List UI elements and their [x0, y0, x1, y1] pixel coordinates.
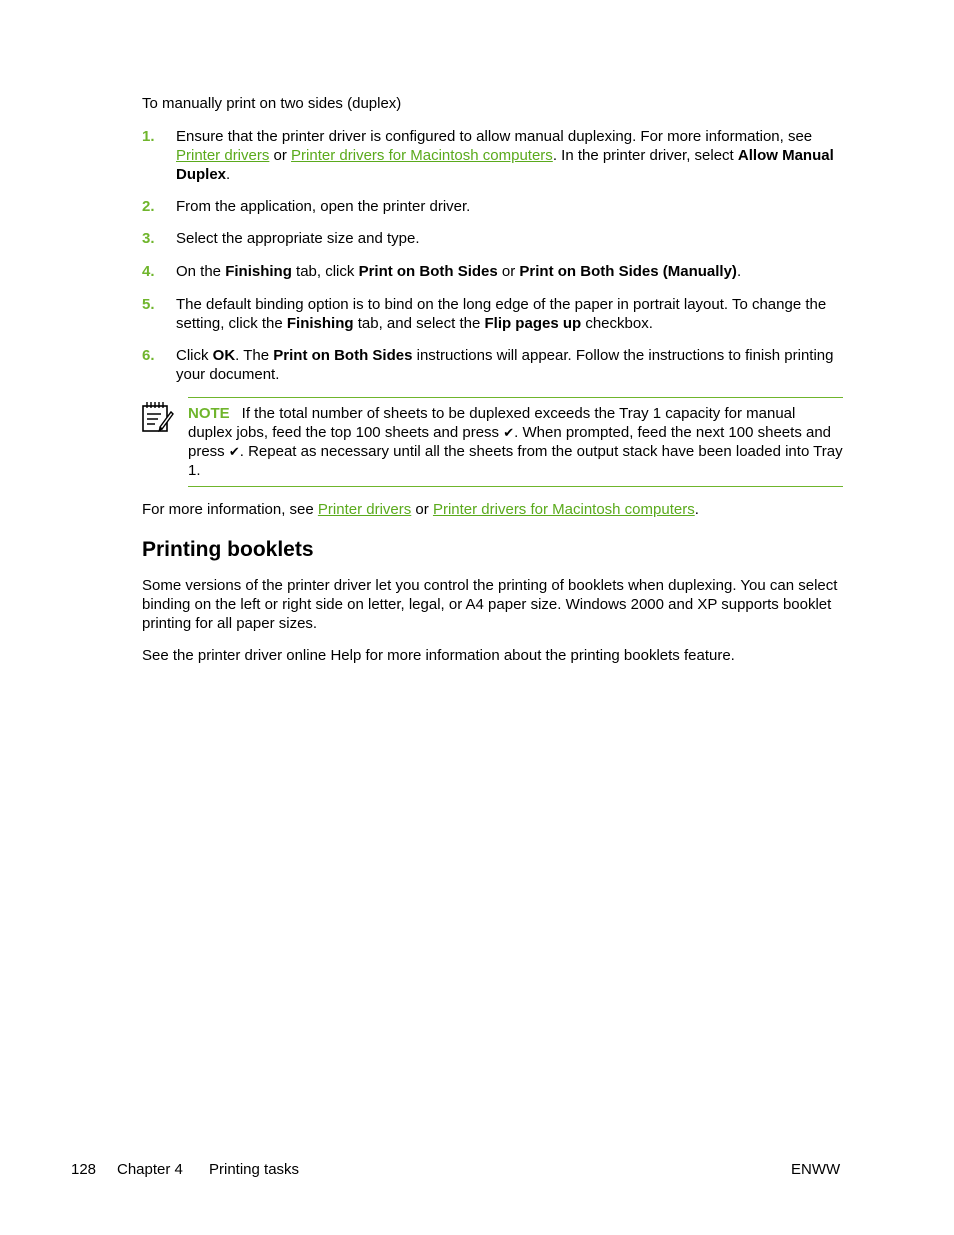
step-number: 1. — [142, 128, 155, 145]
printer-drivers-link[interactable]: Printer drivers — [317, 501, 412, 518]
mac-printer-drivers-link[interactable]: Printer drivers for Macintosh computers — [432, 501, 695, 518]
step-3: 3. Select the appropriate size and type. — [142, 230, 420, 247]
page-number: 128 — [71, 1161, 97, 1178]
step-number: 4. — [142, 263, 155, 280]
more-info-text: For more information, see Printer drivers or Printer drivers for Macintosh computers. — [142, 501, 699, 518]
booklet-paragraph-1: Some versions of the printer driver let you control the printing of booklets when duplexing. You can select binding on the left or right side on letter, legal, or A4 paper size. Windows 2000 and XP supports booklet printing for all paper sizes. — [142, 577, 838, 632]
step-2: 2. From the application, open the printer driver. — [142, 198, 471, 215]
intro-text: To manually print on two sides (duplex) — [142, 95, 402, 112]
step-5: 5. The default binding option is to bind on the long edge of the paper in portrait layout. To change the setting, click the Finishing tab, and select the Flip pages up checkbox. — [142, 296, 827, 332]
mac-printer-drivers-link[interactable]: Printer drivers for Macintosh computers — [291, 147, 553, 164]
note-pad-icon — [140, 400, 174, 434]
step-4: 4. On the Finishing tab, click Print on Both Sides or Print on Both Sides (Manually). — [142, 263, 742, 280]
printer-drivers-link[interactable]: Printer drivers — [176, 147, 270, 164]
step-6: 6. Click OK. The Print on Both Sides instructions will appear. Follow the instructions to finish printing your document. — [142, 347, 834, 383]
step-number: 5. — [142, 296, 155, 313]
step-number: 6. — [142, 347, 155, 364]
checkmark-icon: ✔ — [228, 444, 240, 459]
footer-enww: ENWW — [791, 1161, 841, 1178]
note-box: NOTE If the total number of sheets to be duplexed exceeds the Tray 1 capacity for manual duplex jobs, feed the top 100 sheets and press ✔. When prompted, feed the next 100 sheets and press ✔. Repeat as necessary until all the sheets from the output stack have been loaded into Tray 1. — [188, 397, 843, 487]
step-number: 2. — [142, 198, 155, 215]
footer-chapter-title: Printing tasks — [209, 1161, 300, 1178]
step-1: 1. Ensure that the printer driver is configured to allow manual duplexing. For more information, see Printer drivers or Printer drivers for Macintosh computers. In the printer driver, select Allow Manual Duplex. — [142, 128, 834, 183]
section-title: Printing booklets — [142, 538, 314, 561]
note-label: NOTE — [188, 405, 230, 422]
footer-chapter: Chapter 4 — [117, 1161, 183, 1178]
step-number: 3. — [142, 230, 155, 247]
checkmark-icon: ✔ — [503, 425, 515, 440]
booklet-paragraph-2: See the printer driver online Help for more information about the printing booklets feature. — [142, 647, 735, 664]
